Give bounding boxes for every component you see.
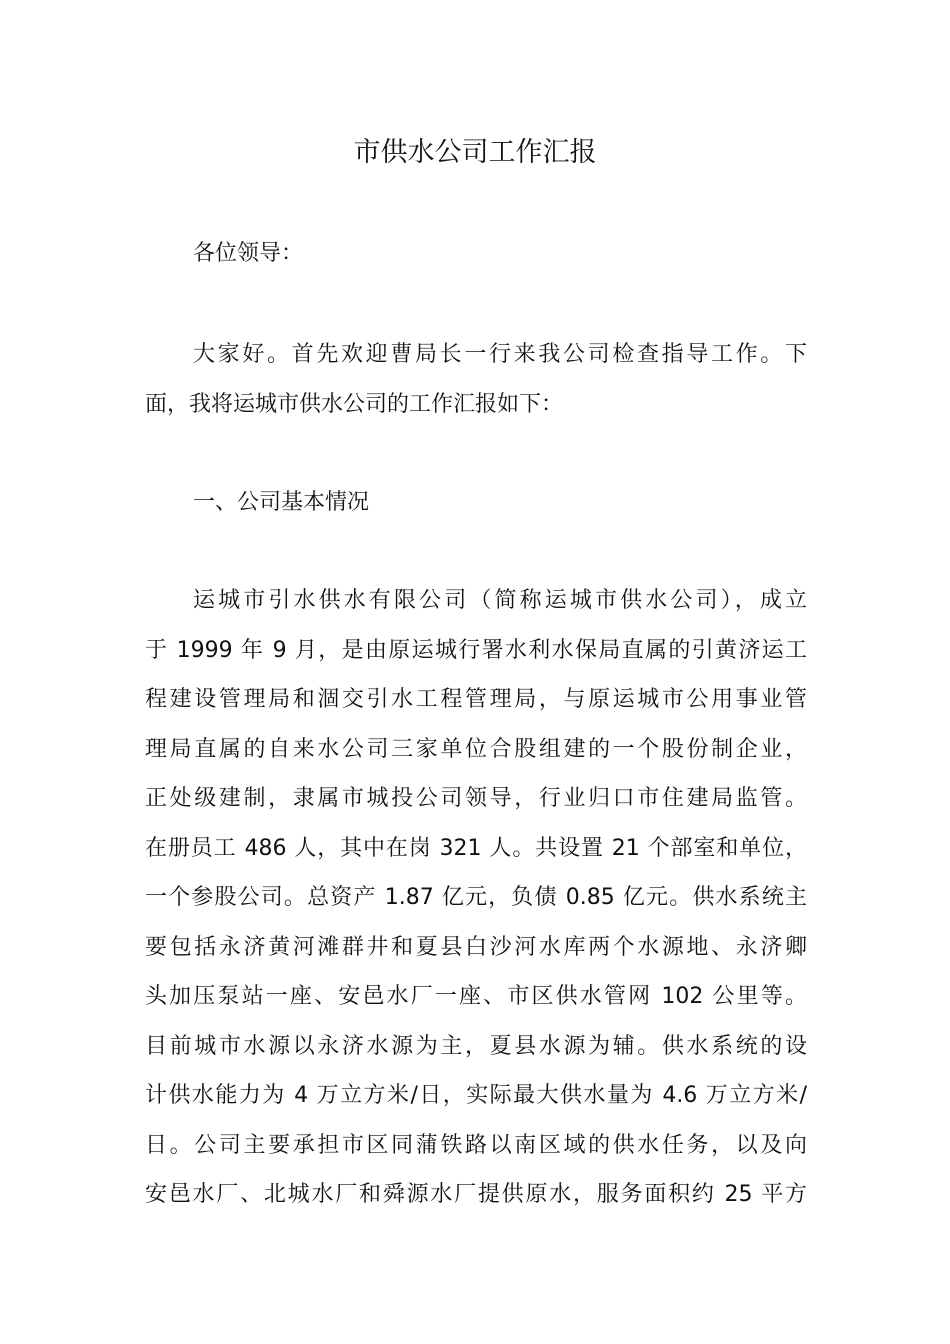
paragraph-line: 安邑水厂、北城水厂和舜源水厂提供原水，服务面积约 25 平方 <box>145 1182 807 1207</box>
greeting <box>145 229 807 279</box>
paragraph-line: 正处级建制，隶属市城投公司领导，行业归口市住建局监管。 <box>145 786 807 811</box>
paragraph-line: 头加压泵站一座、安邑水厂一座、市区供水管网 102 公里等。 <box>145 984 807 1009</box>
paragraph-line: 日。公司主要承担市区同蒲铁路以南区域的供水任务，以及向 <box>145 1132 807 1158</box>
paragraph-line: 理局直属的自来水公司三家单位合股组建的一个股份制企业， <box>145 736 807 762</box>
paragraph-company-overview <box>145 576 807 1220</box>
paragraph-line: 在册员工 486 人，其中在岗 321 人。共设置 21 个部室和单位， <box>145 835 807 861</box>
paragraph-line: 目前城市水源以永济水源为主，夏县水源为辅。供水系统的设 <box>145 1033 807 1059</box>
intro-line: 面，我将运城市供水公司的工作汇报如下： <box>145 391 564 417</box>
intro-paragraph <box>145 330 807 429</box>
greeting-line: 各位领导： <box>193 241 304 266</box>
section-heading-line: 一、公司基本情况 <box>193 490 370 515</box>
paragraph-line: 于 1999 年 9 月，是由原运城行署水利水保局直属的引黄济运工 <box>145 637 807 663</box>
paragraph-line: 运城市引水供水有限公司（简称运城市供水公司），成立 <box>193 588 807 613</box>
document-title: 市供水公司工作汇报 <box>353 137 597 168</box>
section-heading <box>145 478 807 528</box>
paragraph-line: 要包括永济黄河滩群井和夏县白沙河水库两个水源地、永济卿 <box>145 934 807 960</box>
paragraph-line: 程建设管理局和涸交引水工程管理局，与原运城市公用事业管 <box>145 687 807 712</box>
intro-line: 大家好。首先欢迎曹局长一行来我公司检查指导工作。下 <box>193 342 807 367</box>
paragraph-line: 计供水能力为 4 万立方米/日，实际最大供水量为 4.6 万立方米/ <box>145 1083 807 1108</box>
paragraph-line: 一个参股公司。总资产 1.87 亿元，负债 0.85 亿元。供水系统主 <box>145 885 807 910</box>
